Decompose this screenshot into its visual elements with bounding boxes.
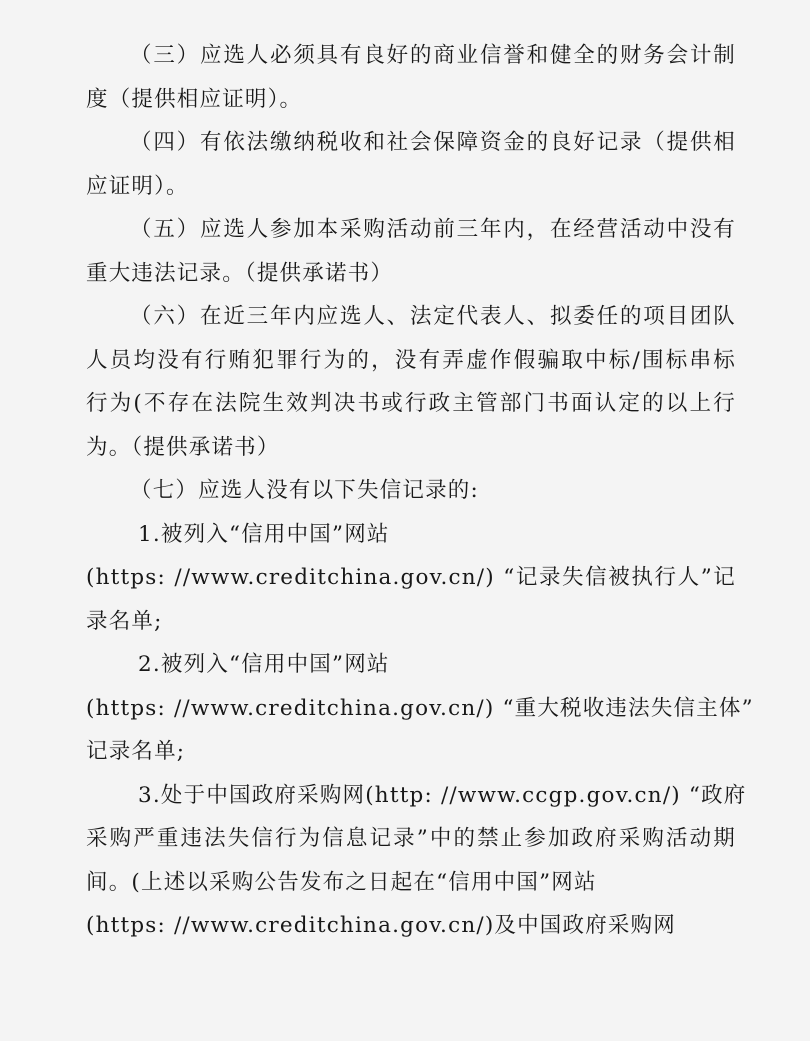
text-line: (https: //www.creditchina.gov.cn/)及中国政府采购网 xyxy=(86,913,677,938)
text-line: （四）有依法缴纳税收和社会保障资金的良好记录（提供相 xyxy=(130,130,736,155)
text-line: 3.处于中国政府采购网(http: //www.ccgp.gov.cn/) “政府 xyxy=(138,782,747,808)
text-line: （五）应选人参加本采购活动前三年内，在经营活动中没有 xyxy=(130,217,736,242)
text-line: （六）在近三年内应选人、法定代表人、拟委任的项目团队 xyxy=(130,304,736,329)
text-line: 记录名单; xyxy=(86,739,186,764)
document-body xyxy=(86,34,754,948)
text-line: 间。(上述以采购公告发布之日起在“信用中国”网站 xyxy=(86,869,597,895)
text-line: 2.被列入“信用中国”网站 xyxy=(138,652,390,677)
text-line: 行为(不存在法院生效判决书或行政主管部门书面认定的以上行 xyxy=(86,391,736,416)
text-line: 采购严重违法失信行为信息记录”中的禁止参加政府采购活动期 xyxy=(86,826,736,851)
text-line: (https: //www.creditchina.gov.cn/) “记录失信被执行人”记 xyxy=(86,565,736,590)
text-line: (https: //www.creditchina.gov.cn/) “重大税收违法失信主体” xyxy=(86,695,754,721)
text-line: 录名单; xyxy=(86,608,163,634)
text-line: 人员均没有行贿犯罪行为的，没有弄虚作假骗取中标/围标串标 xyxy=(86,347,736,373)
text-line: （三）应选人必须具有良好的商业信誉和健全的财务会计制 xyxy=(130,43,736,68)
text-line: 应证明）。 xyxy=(86,173,189,199)
text-line: 重大违法记录。（提供承诺书） xyxy=(86,260,394,286)
text-line: （七）应选人没有以下失信记录的: xyxy=(130,478,479,503)
text-line: 1.被列入“信用中国”网站 xyxy=(138,521,390,547)
text-line: 为。（提供承诺书） xyxy=(86,434,280,460)
text-line: 度（提供相应证明）。 xyxy=(86,86,303,112)
